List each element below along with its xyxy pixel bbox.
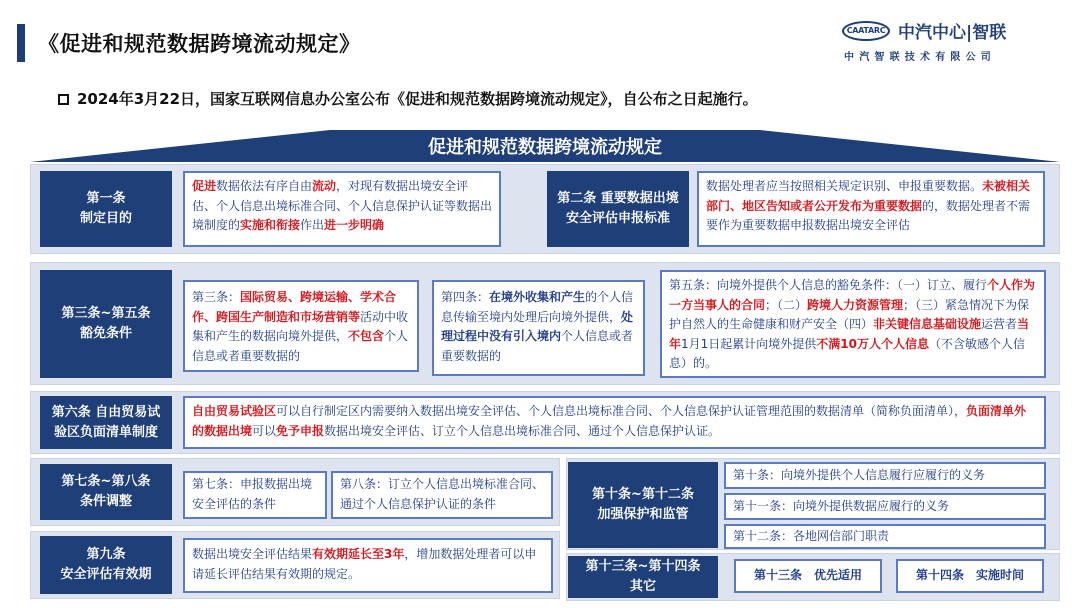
art13-text: 第十三条 优先适用: [753, 568, 862, 583]
label-art9: [40, 536, 172, 594]
art10-text: 第十条：向境外提供个人信息履行应履行的义务: [733, 468, 986, 482]
body-text: 第五条：向境外提供个人信息的豁免条件：（一）订立、履行: [669, 278, 988, 292]
card-art5: [660, 270, 1046, 378]
title-accent-bar: [17, 24, 25, 62]
card-art9: [183, 538, 553, 593]
highlight-text: 不满10万人个人信息: [816, 336, 929, 351]
highlight-text: 自由贸易试验区: [192, 404, 277, 418]
body-text: 数据出境安全评估结果: [192, 547, 313, 561]
card-art10: [724, 462, 1046, 489]
label-art6-line1: 第六条 自由贸易试: [51, 404, 161, 420]
announcement: [58, 88, 758, 109]
rich-text: [192, 179, 492, 232]
label-art1: [40, 171, 172, 247]
highlight-text: 未被相关部门、地区告知或者公开发布为重要数据: [706, 179, 1031, 213]
art7-text: 第七条：申报数据出境安全评估的条件: [192, 477, 313, 511]
highlight-text: 有效期延长至3年: [312, 547, 405, 561]
body-text: 1月1日起累计向境外提供: [681, 336, 817, 351]
card-art6: [183, 396, 1046, 449]
label-art10-12-line1: 第十条~第十二条: [592, 487, 694, 502]
highlight-text: 当年: [669, 317, 1030, 351]
art11-text: 第十一条：向境外提供数据应履行的义务: [733, 499, 950, 513]
label-art10-12-line2: 加强保护和监管: [597, 507, 689, 522]
label-art3-5-line2: 豁免条件: [79, 326, 132, 341]
label-art6: [40, 396, 172, 449]
label-art3-5: [40, 270, 172, 378]
body-text: 第四条：: [441, 290, 490, 304]
label-art9-line1: 第九条: [86, 547, 126, 562]
highlight-text: 进一步明确: [324, 218, 385, 232]
card-art12: [724, 524, 1046, 549]
highlight-text: 国际贸易、跨境运输、学术合作、跨国生产制造和市场营销等: [192, 290, 397, 324]
body-text: 可以自行制定区内需要纳入数据出境安全评估、个人信息出境标准合同、个人信息保护认证管理范围的数据清单（简称负面清单），: [276, 404, 967, 418]
announcement-text: 2024年3月22日，国家互联网信息办公室公布《促进和规范数据跨境流动规定》，自公布之日起施行。: [77, 90, 758, 108]
body-text: ，增加数据处理者可以申请延长评估结果有效期的规定。: [192, 547, 537, 581]
logo-name: 中汽中心|智联: [898, 23, 1007, 43]
label-art6-line2: 验区负面清单制度: [53, 424, 158, 440]
highlight-text: 负面清单外的数据出境: [192, 404, 1027, 438]
highlight-text: 实施和衔接: [240, 218, 301, 232]
art12-text: 第十二条：各地网信部门职责: [733, 529, 890, 543]
body-text: 个人信息或者重要数据的: [441, 329, 634, 363]
card-art8: [331, 471, 553, 519]
body-text: （不含敏感个人信息）的。: [669, 336, 1026, 370]
label-art10-12: [568, 462, 718, 548]
card-art3: [183, 280, 419, 372]
body-text: ；（二）: [765, 297, 808, 312]
card-art11: [724, 493, 1046, 520]
label-art2-line1: 第二条 重要数据出境: [557, 191, 679, 206]
logo-mark-icon: CAATARC: [842, 21, 890, 41]
body-text: 的，数据处理者不需要作为重要数据申报数据出境安全评估: [706, 198, 1031, 232]
logo-subtitle: 中汽智联技术有限公司: [844, 52, 996, 63]
body-text: 数据处理者应当按照相关规定识别、申报重要数据。: [706, 179, 983, 193]
highlight-text: 促进: [192, 179, 217, 193]
label-art7-8: [40, 464, 172, 520]
body-text: 可以: [252, 423, 277, 438]
emphasis-text: 在境外收集和产生: [489, 290, 586, 304]
highlight-text: 跨境人力资源管理: [807, 297, 904, 312]
rich-text: [192, 404, 1026, 438]
label-art13-14-line2: 其它: [629, 579, 656, 594]
art8-text: 第八条：订立个人信息出境标准合同、通过个人信息保护认证的条件: [340, 477, 545, 511]
card-art14: [896, 559, 1044, 593]
body-text: 第三条：: [192, 290, 241, 304]
card-art1: [183, 171, 501, 247]
square-bullet-icon: [58, 94, 69, 105]
card-art4: [432, 280, 645, 376]
body-text: 的个人信息传输至境内处理后向境外提供，: [441, 290, 634, 324]
body-text: ，对现有数据出境安全评估、个人信息出境标准合同、个人信息保护认证等数据出境制度的: [192, 179, 493, 232]
label-art13-14: [568, 556, 718, 598]
highlight-text: 流动: [312, 179, 337, 193]
label-art9-line2: 安全评估有效期: [60, 567, 152, 582]
body-text: 个人信息或者重要数据的: [192, 329, 409, 363]
label-art2-line2: 安全评估申报标准: [565, 211, 670, 226]
body-text: 数据出境安全评估、订立个人信息出境标准合同、通过个人信息保护认证。: [324, 423, 721, 438]
rich-text: [669, 278, 1035, 370]
label-art1-line1: 第一条: [86, 191, 126, 206]
body-text: 作出: [300, 218, 325, 232]
label-art13-14-line1: 第十三条~第十四条: [585, 559, 701, 574]
emphasis-text: 处理过程中没有引入境内: [441, 309, 634, 343]
banner-title: 促进和规范数据跨境流动规定: [428, 137, 662, 158]
page-title: 《促进和规范数据跨境流动规定》: [38, 32, 361, 56]
rich-text: [192, 547, 536, 581]
label-art7-8-line2: 条件调整: [79, 494, 132, 509]
highlight-text: 非关键信息基础设施: [873, 317, 982, 331]
label-art7-8-line1: 第七条~第八条: [61, 474, 151, 489]
rich-text: [441, 290, 633, 363]
card-art2: [697, 171, 1045, 247]
label-art1-line2: 制定目的: [79, 211, 132, 226]
body-text: ；（三）紧急情况下为保护自然人的生命健康和财产安全（四）: [669, 297, 1030, 331]
body-text: 运营者: [981, 317, 1018, 331]
highlight-text: 不包含: [348, 329, 385, 343]
highlight-text: 个人作为一方当事人的合同: [669, 278, 1036, 312]
body-text: 活动中收集和产生的数据向境外提供，: [192, 309, 409, 343]
label-art3-5-line1: 第三条~第五条: [61, 306, 151, 321]
label-art2: [547, 171, 689, 247]
highlight-text: 免予申报: [276, 423, 325, 438]
company-logo: [842, 18, 1042, 64]
card-art13: [734, 559, 882, 593]
card-art7: [183, 471, 327, 519]
art14-text: 第十四条 实施时间: [915, 568, 1024, 583]
body-text: 数据依法有序自由: [216, 179, 313, 193]
rich-text: [706, 179, 1030, 232]
rich-text: [192, 290, 408, 363]
